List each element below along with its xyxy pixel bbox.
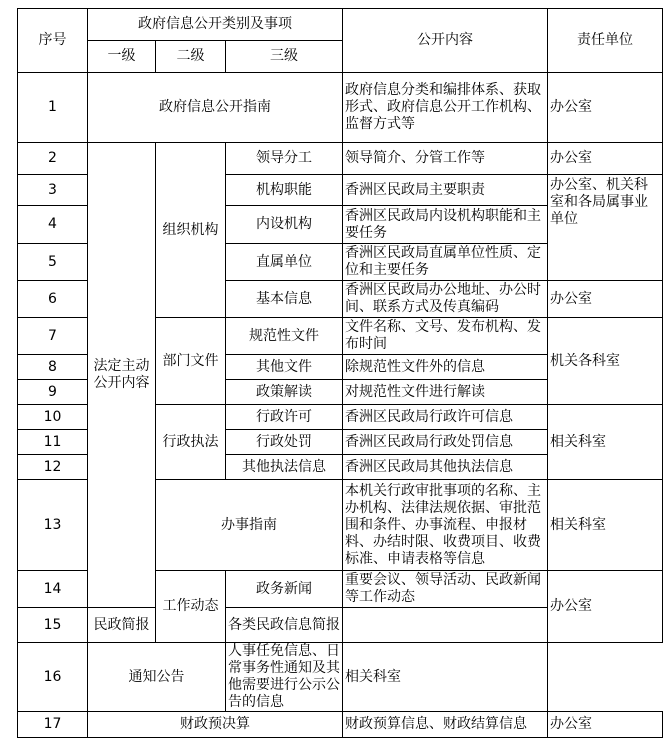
row-unit: 办公室、机关科室和各局属事业单位 — [548, 175, 663, 281]
level1-cell: 法定主动公开内容 — [88, 143, 156, 608]
row-seq: 15 — [18, 608, 88, 643]
row-seq: 7 — [18, 318, 88, 355]
row-seq: 2 — [18, 143, 88, 175]
row-content: 领导简介、分管工作等 — [343, 143, 548, 175]
row-seq: 8 — [18, 355, 88, 380]
row-unit: 办公室 — [548, 73, 663, 143]
level3-cell: 其他执法信息 — [226, 455, 343, 480]
row-content: 重要会议、领导活动、民政新闻等工作动态 — [343, 571, 548, 608]
row-seq: 10 — [18, 405, 88, 430]
row-content: 香洲区民政局行政许可信息 — [343, 405, 548, 430]
row-unit: 办公室 — [548, 281, 663, 318]
row-content: 香洲区民政局其他执法信息 — [343, 455, 548, 480]
row-unit: 相关科室 — [343, 643, 548, 712]
level3-cell: 直属单位 — [226, 244, 343, 281]
row-seq: 14 — [18, 571, 88, 608]
row-seq: 6 — [18, 281, 88, 318]
level3-cell: 内设机构 — [226, 206, 343, 244]
row-item: 政府信息公开指南 — [88, 73, 343, 143]
row-seq: 9 — [18, 380, 88, 405]
level3-cell: 其他文件 — [226, 355, 343, 380]
row-content: 除规范性文件外的信息 — [343, 355, 548, 380]
header-level3: 三级 — [226, 41, 343, 73]
row-content: 人事任免信息、日常事务性通知及其他需要进行公示公告的信息 — [226, 643, 343, 712]
row-seq: 3 — [18, 175, 88, 206]
row-unit: 相关科室 — [548, 405, 663, 480]
level2-cell: 工作动态 — [156, 571, 226, 643]
row-content: 本机关行政审批事项的名称、主办机构、法律法规依据、审批范围和条件、办事流程、申报材料、办结时限、收费项目、收费标准、申请表格等信息 — [343, 480, 548, 571]
level3-cell: 政策解读 — [226, 380, 343, 405]
header-seq: 序号 — [18, 9, 88, 73]
row-content: 香洲区民政局办公地址、办公时间、联系方式及传真编码 — [343, 281, 548, 318]
level3-cell: 政务新闻 — [226, 571, 343, 608]
row-content: 香洲区民政局主要职责 — [343, 175, 548, 206]
row-seq: 16 — [18, 643, 88, 712]
table-row — [18, 643, 663, 712]
row-content: 香洲区民政局行政处罚信息 — [343, 430, 548, 455]
table-row — [18, 712, 663, 738]
row-content: 香洲区民政局内设机构职能和主要任务 — [343, 206, 548, 244]
row-seq: 13 — [18, 480, 88, 571]
row-unit: 机关各科室 — [548, 318, 663, 405]
level3-cell: 行政许可 — [226, 405, 343, 430]
row-item: 通知公告 — [88, 643, 226, 712]
disclosure-table — [17, 8, 663, 738]
row-unit: 办公室 — [548, 143, 663, 175]
row-seq: 4 — [18, 206, 88, 244]
row-content: 财政预算信息、财政结算信息 — [343, 712, 548, 738]
level3-cell: 行政处罚 — [226, 430, 343, 455]
header-unit: 责任单位 — [548, 9, 663, 73]
row-seq: 1 — [18, 73, 88, 143]
level2-cell: 行政执法 — [156, 405, 226, 480]
row-unit: 办公室 — [548, 712, 663, 738]
level2-cell: 部门文件 — [156, 318, 226, 405]
row-item: 财政预决算 — [88, 712, 343, 738]
row-content: 文件名称、文号、发布机构、发布时间 — [343, 318, 548, 355]
row-seq: 11 — [18, 430, 88, 455]
level3-cell: 基本信息 — [226, 281, 343, 318]
row-unit: 办公室 — [548, 571, 663, 643]
header-category-group: 政府信息公开类别及事项 — [88, 9, 343, 41]
row-content: 对规范性文件进行解读 — [343, 380, 548, 405]
row-content: 政府信息分类和编排体系、获取形式、政府信息公开工作机构、监督方式等 — [343, 73, 548, 143]
level3-cell: 领导分工 — [226, 143, 343, 175]
row-seq: 5 — [18, 244, 88, 281]
row-seq: 17 — [18, 712, 88, 738]
row-content: 各类民政信息简报 — [226, 608, 343, 643]
level2-cell: 组织机构 — [156, 143, 226, 318]
row-content: 香洲区民政局直属单位性质、定位和主要任务 — [343, 244, 548, 281]
row-unit: 相关科室 — [548, 480, 663, 571]
header-content: 公开内容 — [343, 9, 548, 73]
header-level1: 一级 — [88, 41, 156, 73]
row-seq: 12 — [18, 455, 88, 480]
level3-cell: 民政简报 — [88, 608, 156, 643]
header-level2: 二级 — [156, 41, 226, 73]
row-item: 办事指南 — [156, 480, 343, 571]
level3-cell: 机构职能 — [226, 175, 343, 206]
table-row — [18, 73, 663, 143]
level3-cell: 规范性文件 — [226, 318, 343, 355]
table-row — [18, 143, 663, 175]
